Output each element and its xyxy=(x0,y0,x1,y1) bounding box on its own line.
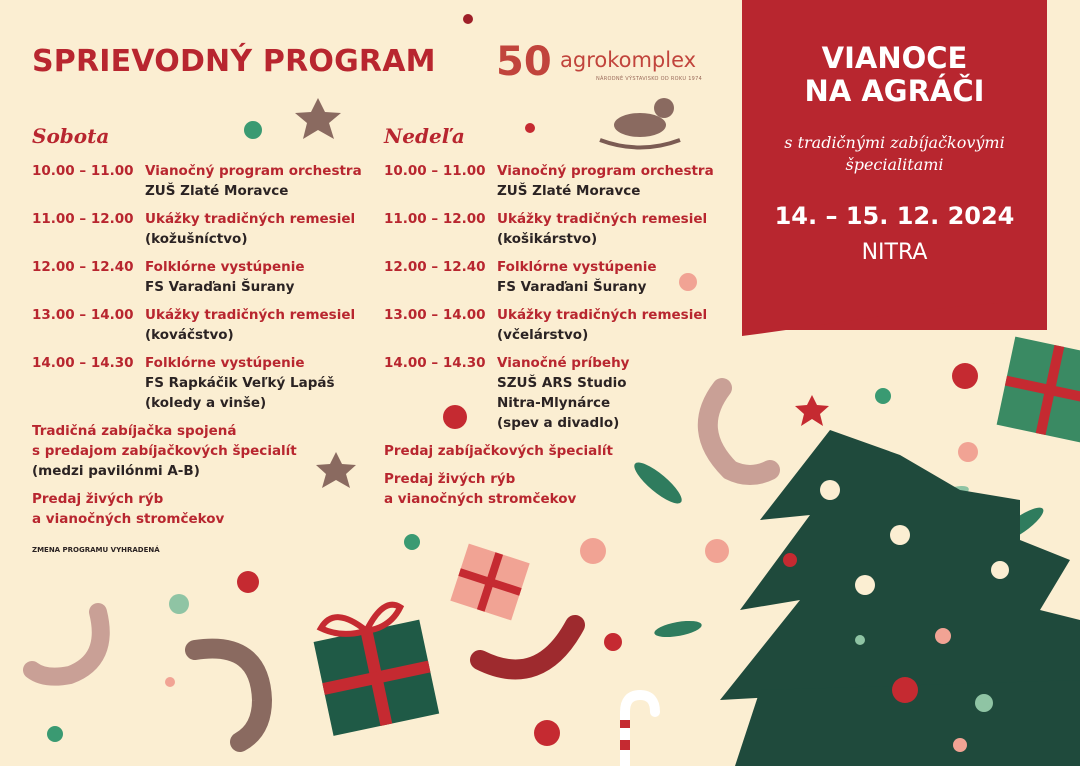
schedule-time: 13.00 – 14.00 xyxy=(32,307,134,323)
dot-decoration xyxy=(875,388,891,404)
extra-event-title: a vianočných stromčekov xyxy=(32,511,225,527)
dot-decoration xyxy=(705,539,729,563)
dot-decoration xyxy=(463,14,473,24)
schedule-event-detail: ZUŠ Zlaté Moravce xyxy=(497,183,641,199)
extra-event-title: s predajom zabíjačkových špecialít xyxy=(32,443,297,459)
schedule-event-detail: FS Rapkáčik Veľký Lapáš xyxy=(145,375,335,391)
dot-decoration xyxy=(169,594,189,614)
christmas-tree-icon xyxy=(720,430,1080,766)
program-change-note: ZMENA PROGRAMU VYHRADENÁ xyxy=(32,546,160,554)
event-city: NITRA xyxy=(861,240,928,265)
schedule-time: 11.00 – 12.00 xyxy=(32,211,134,227)
schedule-description xyxy=(497,209,707,249)
gift-icon xyxy=(309,600,439,736)
schedule-item xyxy=(32,161,372,201)
schedule-description xyxy=(145,305,355,345)
schedule-event-detail: (kováčstvo) xyxy=(145,327,234,343)
sausage-icon xyxy=(195,649,262,742)
gift-icon xyxy=(450,544,529,621)
schedule-description xyxy=(145,161,362,201)
dot-decoration xyxy=(525,123,535,133)
schedule-description xyxy=(497,353,629,433)
banner-title-line1: VIANOCE xyxy=(821,41,968,75)
dot-decoration xyxy=(580,538,606,564)
schedule-event-title: Vianočné príbehy xyxy=(497,355,630,371)
schedule-event-detail: SZUŠ ARS Studio xyxy=(497,375,627,391)
dot-decoration xyxy=(165,677,175,687)
schedule-event-title: Folklórne vystúpenie xyxy=(497,259,657,275)
extra-event-title: a vianočných stromčekov xyxy=(384,491,577,507)
dot-decoration xyxy=(244,121,262,139)
logo-tagline: NÁRODNÉ VÝSTAVISKO OD ROKU 1974 xyxy=(596,76,703,82)
logo-number: 50 xyxy=(496,39,552,85)
schedule-event-detail: (košikárstvo) xyxy=(497,231,598,247)
schedule-description xyxy=(145,209,355,249)
schedule-time: 14.00 – 14.30 xyxy=(32,355,134,371)
schedule-time: 10.00 – 11.00 xyxy=(384,163,486,179)
event-date: 14. – 15. 12. 2024 xyxy=(774,202,1015,230)
ornament-ball xyxy=(952,363,978,389)
schedule-event-detail: FS Varaďani Šurany xyxy=(497,279,647,295)
tree-star-icon xyxy=(795,395,829,426)
schedule-event-title: Ukážky tradičných remesiel xyxy=(145,307,356,323)
banner-title-line2: NA AGRÁČI xyxy=(804,74,985,108)
schedule-description xyxy=(145,257,305,297)
schedule-time: 11.00 – 12.00 xyxy=(384,211,486,227)
schedule-item xyxy=(32,305,372,345)
schedule-time: 10.00 – 11.00 xyxy=(32,163,134,179)
schedule-item xyxy=(32,209,372,249)
schedule-event-detail: (kožušníctvo) xyxy=(145,231,248,247)
dot-decoration xyxy=(47,726,63,742)
schedule-event-title: Vianočný program orchestra xyxy=(145,163,362,179)
schedule-item xyxy=(384,209,724,249)
schedule-event-detail: ZUŠ Zlaté Moravce xyxy=(145,183,289,199)
schedule-description xyxy=(497,257,657,297)
extra-event xyxy=(32,421,372,481)
dot-decoration xyxy=(604,633,622,651)
schedule-event-title: Folklórne vystúpenie xyxy=(145,259,305,275)
schedule-time: 12.00 – 12.40 xyxy=(384,259,486,275)
schedule-description xyxy=(497,305,707,345)
schedule-event-title: Ukážky tradičných remesiel xyxy=(497,307,708,323)
schedule-event-title: Ukážky tradičných remesiel xyxy=(145,211,356,227)
extra-event-title: Tradičná zabíjačka spojená xyxy=(32,423,237,439)
schedule-event-title: Vianočný program orchestra xyxy=(497,163,714,179)
sausage-icon xyxy=(32,612,101,677)
schedule-event-detail: FS Varaďani Šurany xyxy=(145,279,295,295)
schedule-sunday xyxy=(384,161,724,517)
banner-subtitle xyxy=(742,132,1047,176)
leaf-icon xyxy=(653,618,703,640)
schedule-item xyxy=(384,353,724,433)
ornament-ball xyxy=(534,720,560,746)
extra-event-title: Predaj zabíjačkových špecialít xyxy=(384,443,613,459)
schedule-event-detail: (koledy a vinše) xyxy=(145,395,267,411)
schedule-item xyxy=(384,257,724,297)
extra-event xyxy=(384,469,724,509)
banner-wave-edge xyxy=(742,296,1047,340)
extra-event-title: Predaj živých rýb xyxy=(384,471,516,487)
logo-text: agrokomplex xyxy=(560,48,697,72)
schedule-time: 12.00 – 12.40 xyxy=(32,259,134,275)
gift-icon xyxy=(997,337,1080,444)
schedule-event-detail: (včelárstvo) xyxy=(497,327,589,343)
ornament-ball xyxy=(237,571,259,593)
extra-event xyxy=(32,489,372,529)
schedule-saturday xyxy=(32,161,372,537)
banner-title xyxy=(742,42,1047,108)
day-heading-sunday: Nedeľa xyxy=(384,124,465,148)
candy-cane-icon xyxy=(625,695,655,766)
dot-decoration xyxy=(404,534,420,550)
schedule-event-detail: (spev a divadlo) xyxy=(497,415,620,431)
schedule-item xyxy=(384,305,724,345)
extra-event-location: (medzi pavilónmi A-B) xyxy=(32,463,200,479)
banner-subtitle-line2: špecialitami xyxy=(845,155,944,174)
schedule-description xyxy=(145,353,335,413)
schedule-time: 14.00 – 14.30 xyxy=(384,355,486,371)
rocking-horse-icon xyxy=(600,98,680,148)
schedule-item xyxy=(32,257,372,297)
schedule-event-title: Folklórne vystúpenie xyxy=(145,355,305,371)
sausage-icon xyxy=(480,625,575,669)
schedule-time: 13.00 – 14.00 xyxy=(384,307,486,323)
schedule-event-title: Ukážky tradičných remesiel xyxy=(497,211,708,227)
dot-decoration xyxy=(958,442,978,462)
schedule-description xyxy=(497,161,714,201)
star-cookie-icon xyxy=(295,98,341,139)
day-heading-saturday: Sobota xyxy=(32,124,110,148)
schedule-item xyxy=(32,353,372,413)
extra-event xyxy=(384,441,724,461)
schedule-item xyxy=(384,161,724,201)
page-title: SPRIEVODNÝ PROGRAM xyxy=(32,44,436,79)
schedule-event-detail: Nitra-Mlynárce xyxy=(497,395,611,411)
extra-event-title: Predaj živých rýb xyxy=(32,491,164,507)
banner-subtitle-line1: s tradičnými zabíjačkovými xyxy=(784,133,1005,152)
